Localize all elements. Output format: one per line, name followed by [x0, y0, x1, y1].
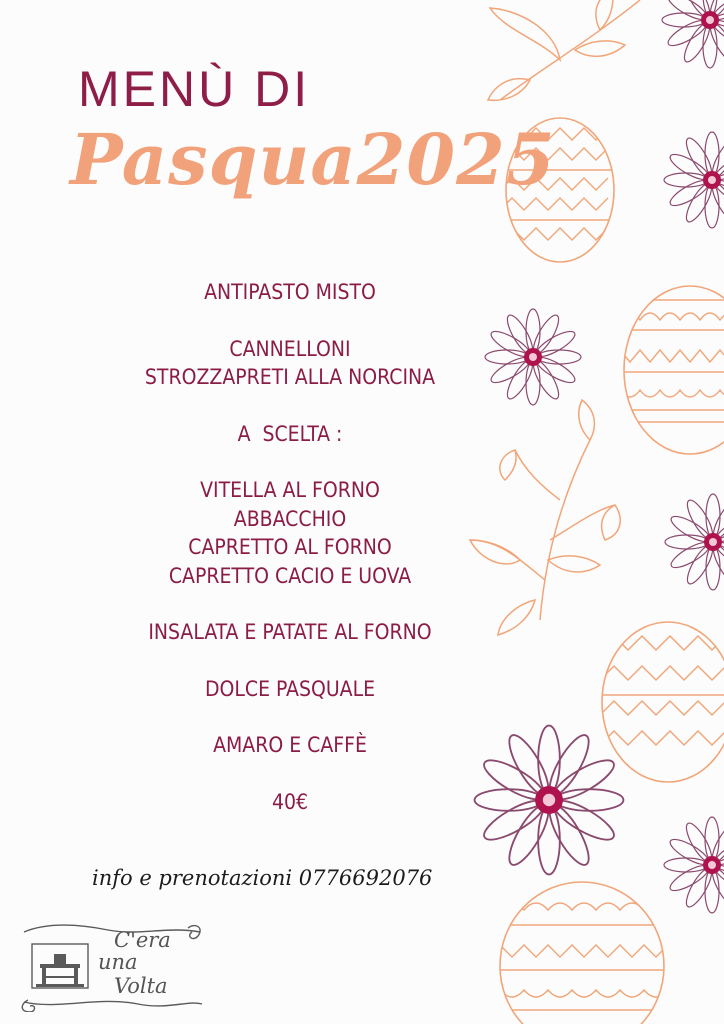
- logo-text: C'era: [114, 928, 171, 952]
- easter-egg-3: [600, 622, 724, 782]
- flower-3: [662, 0, 724, 68]
- menu-list: [40, 278, 540, 816]
- menu-item-primo: CANNELLONI: [229, 336, 351, 361]
- menu-item-antipasto: ANTIPASTO MISTO: [204, 280, 376, 304]
- flower-2: [664, 132, 724, 228]
- leaf-branch-top: [488, 0, 640, 100]
- menu-item-secondo: CAPRETTO AL FORNO: [188, 535, 392, 559]
- menu-item-dolce: DOLCE PASQUALE: [204, 676, 376, 701]
- menu-item-secondo: VITELLA AL FORNO: [200, 478, 380, 502]
- flower-4: [665, 494, 724, 590]
- logo-text: una: [98, 950, 138, 974]
- page-subtitle: Pasqua2025: [70, 118, 556, 201]
- menu-item-secondo: ABBACCHIO: [233, 506, 347, 531]
- menu-item-contorno: INSALATA E PATATE AL FORNO: [148, 620, 432, 644]
- menu-item-primo: STROZZAPRETI ALLA NORCINA: [144, 365, 436, 389]
- booking-info: info e prenotazioni 0776692076: [92, 866, 433, 890]
- easter-egg-2: [620, 286, 724, 454]
- menu-price: 40€: [271, 789, 309, 814]
- menu-item-secondo: CAPRETTO CACIO E UOVA: [168, 563, 412, 588]
- easter-egg-4: [500, 882, 670, 1024]
- restaurant-logo: [18, 920, 208, 1016]
- flower-5: [664, 817, 724, 913]
- page-title: MENÙ DI: [78, 61, 311, 117]
- menu-scelta-label: A SCELTA :: [237, 421, 343, 446]
- logo-text: Volta: [114, 974, 168, 998]
- menu-item-finale: AMARO E CAFFÈ: [213, 733, 367, 757]
